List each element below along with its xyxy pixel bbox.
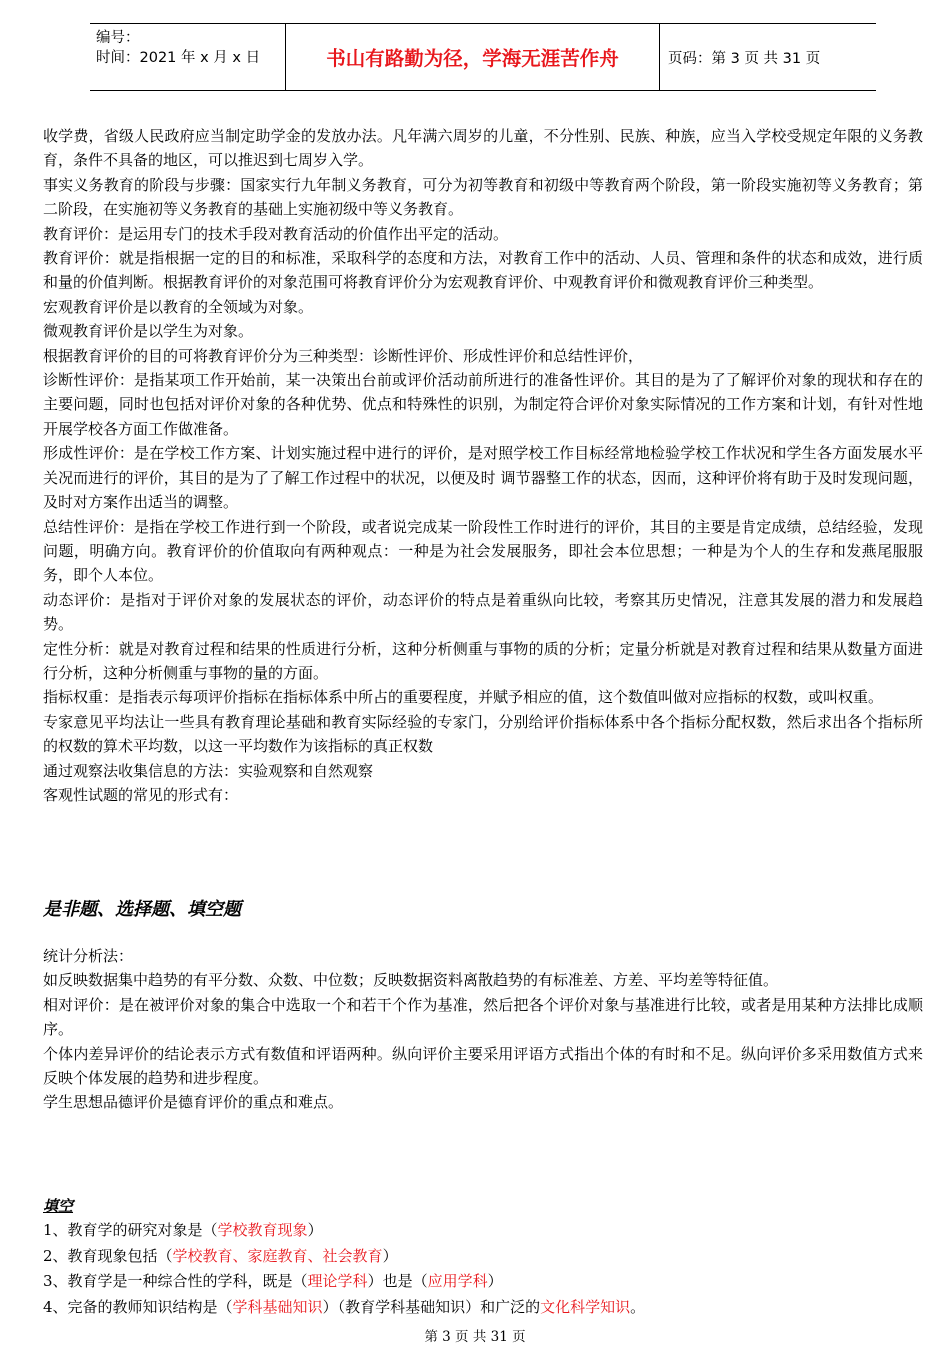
fill-in-text: ） (307, 1221, 323, 1239)
fill-in-item (43, 1218, 923, 1244)
fill-in-text: 2、教育现象包括（ (43, 1246, 173, 1265)
paragraph: 学生思想品德评价是德育评价的重点和难点。 (43, 1093, 344, 1112)
paragraph: 专家意见平均法让一些具有教育理论基础和教育实际经验的专家门，分别给评价指标体系中各个指标分配权数，然后求出各个指标所的权数的算术平均数，以这一平均数作为该指标的真正权数 (43, 712, 923, 756)
header-motto: 书山有路勤为径，学海无涯苦作舟 (285, 24, 660, 90)
paragraph: 教育评价：就是指根据一定的目的和标准，采取科学的态度和方法，对教育工作中的活动、人员、管理和条件的状态和成效，进行质和量的价值判断。根据教育评价的对象范围可将教育评价分为宏观教育评价、中观教育评价和微观教育评价三种类型。 (43, 249, 923, 292)
paragraph: 宏观教育评价是以教育的全领域为对象。 (43, 297, 314, 316)
paragraph: 收学费，省级人民政府应当制定助学金的发放办法。凡年满六周岁的儿童，不分性别、民族、种族，应当入学校受规定年限的义务教育，条件不具备的地区，可以推迟到七周岁入学。 (43, 127, 923, 170)
fill-in-text: 。 (630, 1297, 646, 1316)
paragraph: 微观教育评价是以学生为对象。 (43, 322, 254, 341)
fill-in-text: ） (382, 1246, 398, 1265)
body-text-2 (43, 944, 923, 1115)
fill-in-text: 1、教育学的研究对象是（ (43, 1221, 218, 1239)
body-text (43, 124, 923, 807)
paragraph: 动态评价：是指对于评价对象的发展状态的评价，动态评价的特点是着重纵向比较，考察其历史情况，注意其发展的潜力和发展趋势。 (43, 590, 923, 634)
paragraph: 客观性试题的常见的形式有： (43, 785, 239, 804)
paragraph: 统计分析法： (43, 947, 134, 965)
header-left (96, 28, 286, 68)
paragraph: 个体内差异评价的结论表示方式有数值和评语两种。纵向评价主要采用评语方式指出个体的有时和不足。纵向评价多采用数值方式来反映个体发展的趋势和进步程度。 (43, 1044, 923, 1088)
fill-in-text: ）（教育学科基础知识）和广泛的 (322, 1297, 541, 1316)
page-footer: 第 3 页 共 31 页 (424, 1329, 526, 1345)
fill-in-text: ）也是（ (367, 1272, 428, 1290)
fill-in-item (43, 1269, 923, 1295)
fill-in-answer: 学科基础知识 (232, 1297, 323, 1316)
fill-in-list (43, 1218, 923, 1320)
fill-in-text: 4、完备的教师知识结构是（ (43, 1297, 233, 1316)
fill-in-item (43, 1244, 923, 1270)
paragraph: 如反映数据集中趋势的有平分数、众数、中位数；反映数据资料离散趋势的有标准差、方差、平均差等特征值。 (43, 971, 779, 990)
section-heading: 是非题、选择题、填空题 (43, 899, 241, 920)
paragraph: 通过观察法收集信息的方法：实验观察和自然观察 (43, 761, 374, 780)
paragraph: 总结性评价：是指在学校工作进行到一个阶段，或者说完成某一阶段性工作时进行的评价，其目的主要是肯定成绩，总结经验，发现问题，明确方向。教育评价的价值取向有两种观点：一种是为社会发展服务，即社会本位思想；一种是为个人的生存和发燕尾服服务，即个人本位。 (43, 517, 923, 585)
paragraph: 相对评价：是在被评价对象的集合中选取一个和若干个作为基准，然后把各个评价对象与基准进行比较，或者是用某种方法排比成顺序。 (43, 995, 923, 1039)
paragraph: 定性分析：就是对教育过程和结果的性质进行分析，这种分析侧重与事物的质的分析；定量分析就是对教育过程和结果从数量方面进行分析，这种分析侧重与事物的量的方面。 (43, 639, 923, 682)
paragraph: 教育评价：是运用专门的技术手段对教育活动的价值作出平定的活动。 (43, 224, 509, 243)
fill-in-text: ） (487, 1272, 503, 1290)
paragraph: 事实义务教育的阶段与步骤：国家实行九年制义务教育，可分为初等教育和初级中等教育两个阶段，第一阶段实施初等义务教育；第二阶段，在实施初等义务教育的基础上实施初级中等义务教育。 (43, 175, 923, 219)
page-header (90, 23, 876, 91)
paragraph: 诊断性评价：是指某项工作开始前，某一决策出台前或评价活动前所进行的准备性评价。其目的是为了了解评价对象的现状和存在的主要问题，同时也包括对评价对象的各种优势、优点和特殊性的识别，为制定符合评价对象实际情况的工作方案和计划，有针对性地开展学校各方面工作做准备。 (43, 371, 923, 438)
fill-in-answer: 文化科学知识 (540, 1297, 631, 1316)
document-number-label: 编号： (96, 30, 140, 46)
fill-in-item (43, 1295, 923, 1321)
header-page-info: 页码：第 3 页 共 31 页 (668, 50, 821, 67)
fill-in-answer: 应用学科 (427, 1272, 488, 1290)
fill-in-answer: 学校教育、家庭教育、社会教育 (172, 1246, 383, 1265)
fill-in-answer: 理论学科 (307, 1272, 368, 1290)
document-time-label: 时间：2021 年 x 月 x 日 (96, 50, 261, 66)
paragraph: 指标权重：是指表示每项评价指标在指标体系中所占的重要程度，并赋予相应的值，这个数值叫做对应指标的权数，或叫权重。 (43, 688, 884, 707)
paragraph: 形成性评价：是在学校工作方案、计划实施过程中进行的评价，是对照学校工作目标经常地检验学校工作状况和学生各方面发展水平关况而进行的评价，其目的是为了了解工作过程中的状况，以便及时 调节器整工作的状态，因而，这种评价将有助于及时发现问题，及时对方案作出适当的调整。 (43, 444, 923, 512)
fill-in-answer: 学校教育现象 (217, 1221, 308, 1239)
paragraph: 根据教育评价的目的可将教育评价分为三种类型：诊断性评价、形成性评价和总结性评价， (43, 346, 644, 365)
fill-in-title: 填空 (43, 1197, 74, 1215)
fill-in-text: 3、教育学是一种综合性的学科，既是（ (43, 1272, 308, 1290)
